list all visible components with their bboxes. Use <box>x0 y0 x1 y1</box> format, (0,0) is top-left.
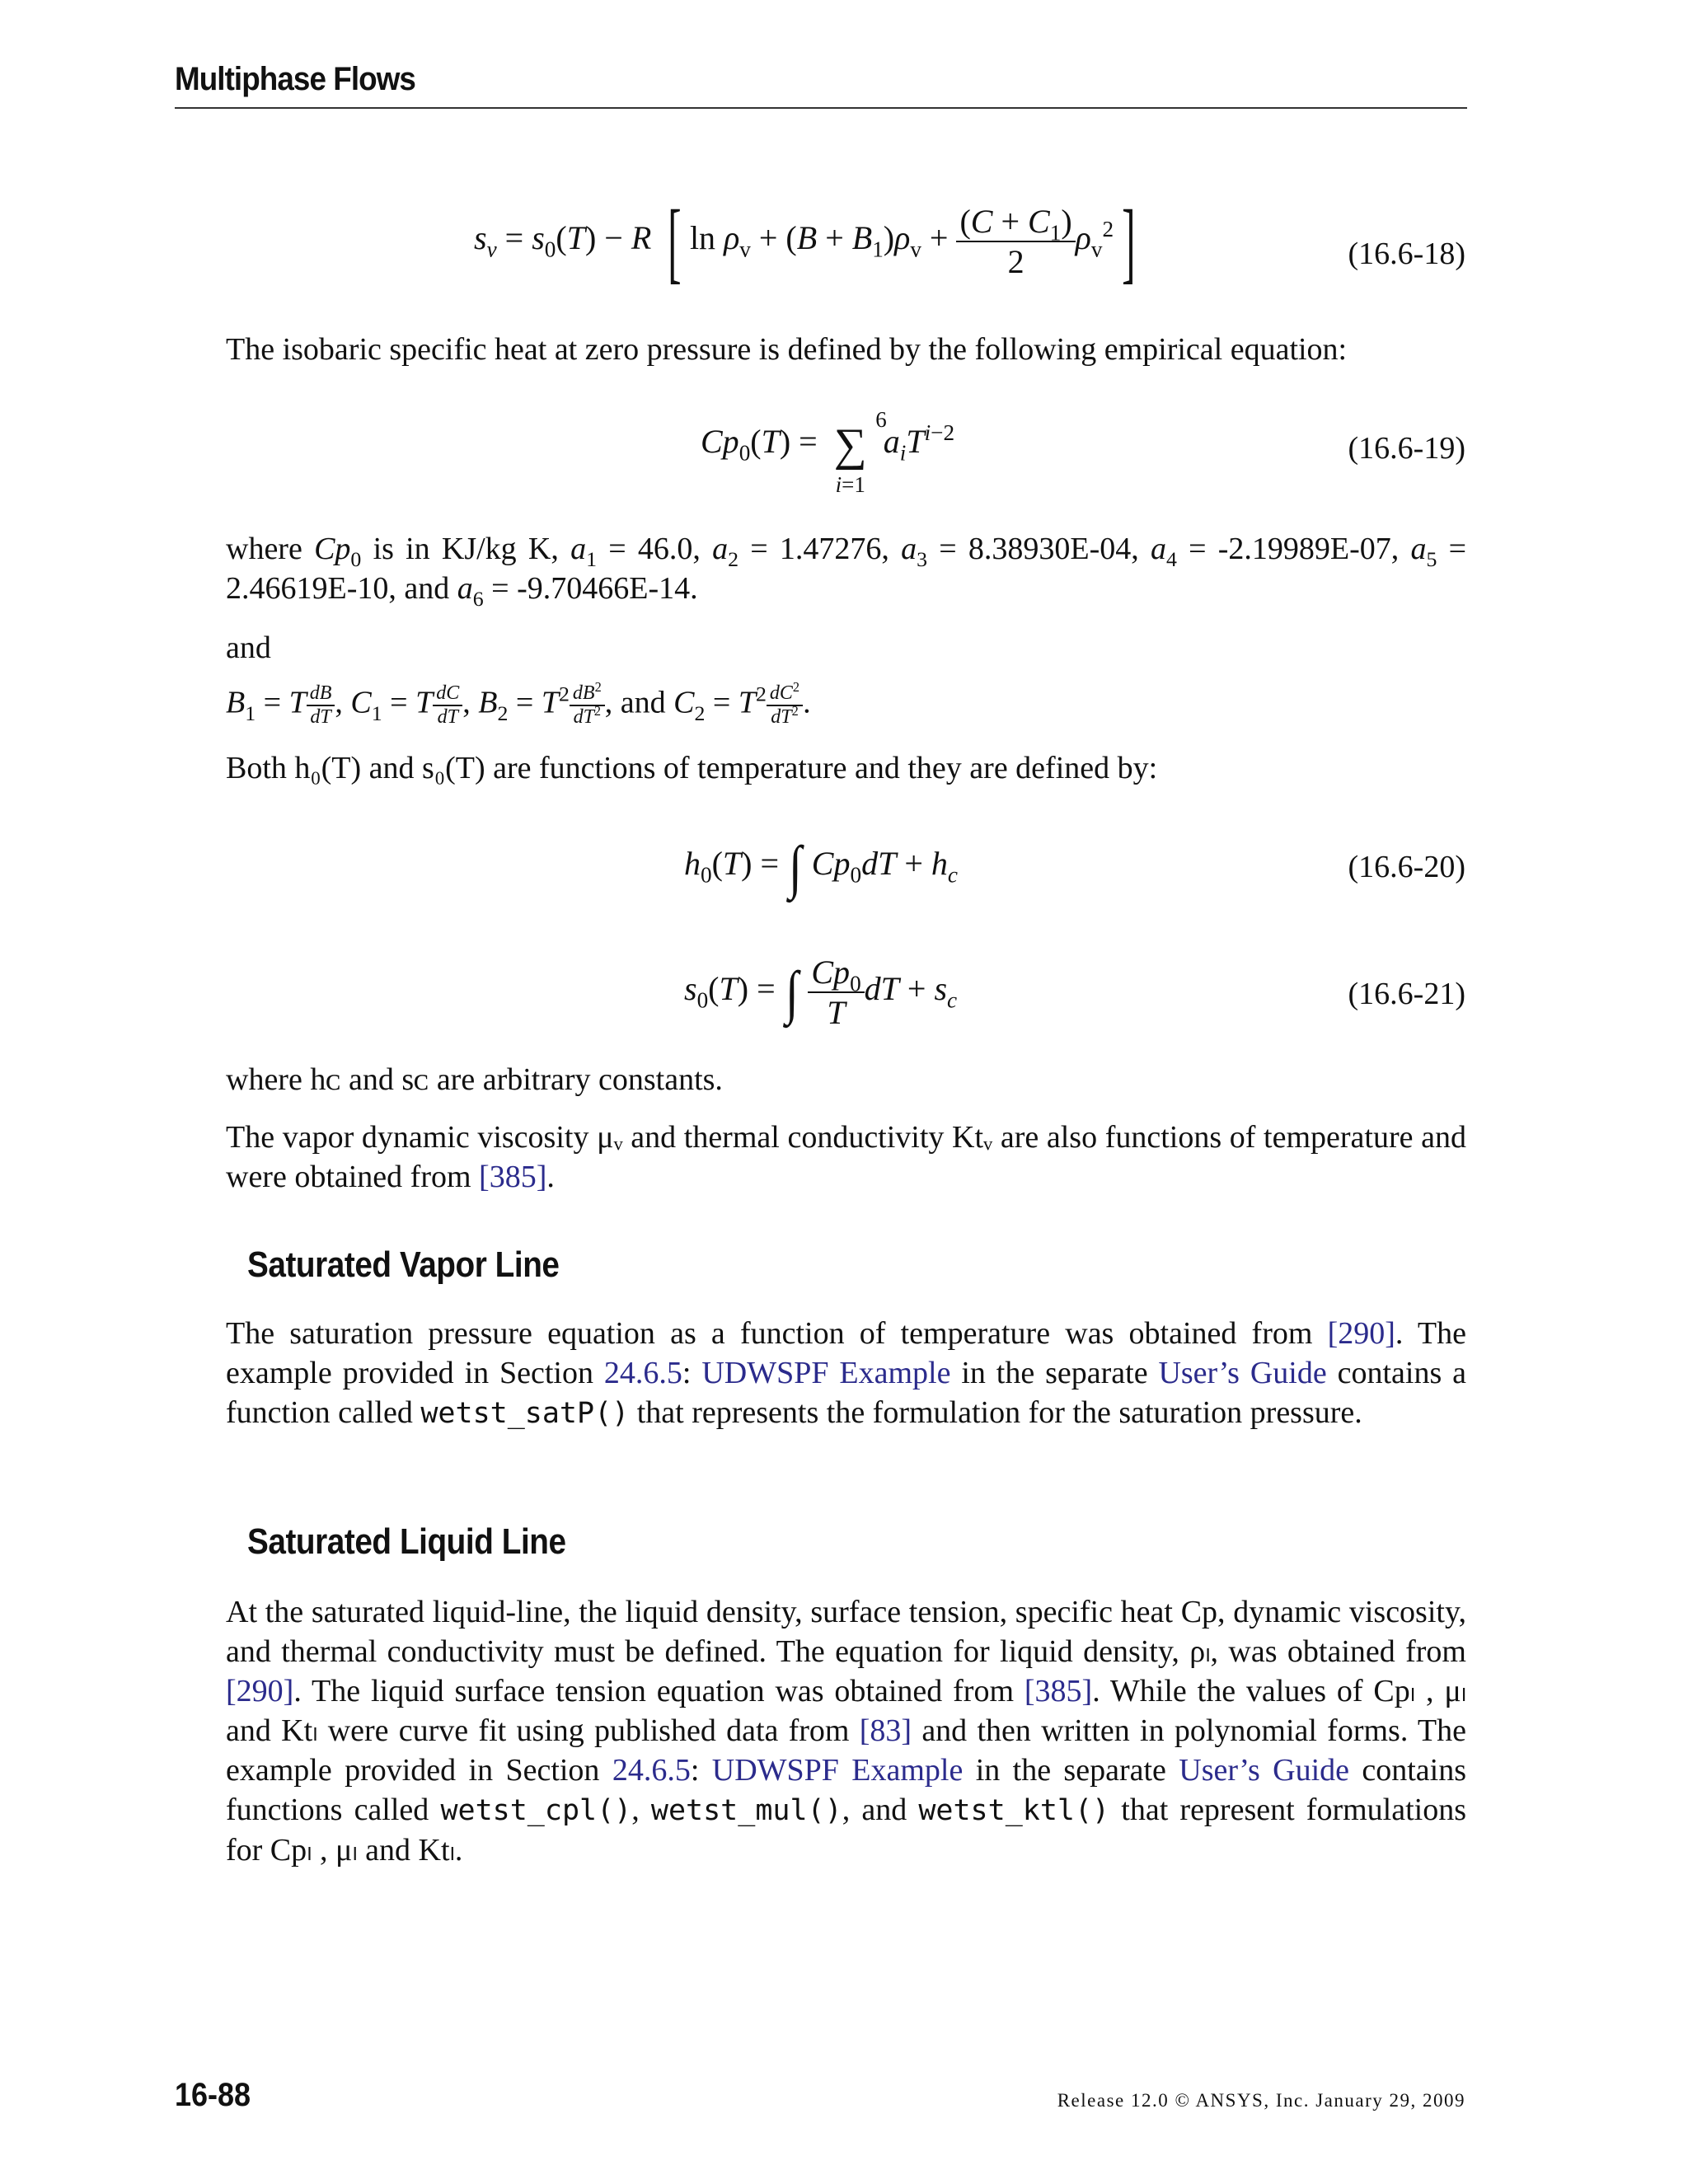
release-info: Release 12.0 © ANSYS, Inc. January 29, 2009 <box>1057 2090 1465 2111</box>
code-function: wetst_ktl() <box>918 1794 1110 1827</box>
guide-link[interactable]: User’s Guide <box>1179 1753 1350 1788</box>
section-link[interactable]: 24.6.5 <box>612 1753 691 1788</box>
citation-link[interactable]: [385] <box>1024 1674 1093 1708</box>
equation-number: (16.6-18) <box>1348 237 1465 271</box>
equation-16-6-18: $s_v = s_0(T) - R$ [ $\ln \rho_v + (B + B_1)\rho_v$ + $\frac{(C + C_1)}{2}$ $\rho_v^2$] <box>474 191 1136 292</box>
section-link[interactable]: 24.6.5 <box>603 1356 682 1390</box>
code-function: wetst_cpl() <box>440 1794 632 1827</box>
page-number: 16-88 <box>175 2077 251 2113</box>
citation-link[interactable]: [385] <box>479 1160 547 1194</box>
equation-number: (16.6-21) <box>1348 977 1465 1011</box>
running-header: Multiphase Flows <box>175 61 415 97</box>
equation-b-c-definitions: $B_1 = T$ $\frac{dB}{dT}$ , $C_1 = T$ $\frac{dC}{dT}$ , $B_2 = T^2$ $\frac{dB^2}{dT^2}$ , and $C_2 = T^2$ $\frac{dC^2}{dT^2}$ . <box>226 679 811 728</box>
example-link[interactable]: UDWSPF Example <box>711 1753 964 1788</box>
equation-16-6-20: $h_0(T)$ = ∫ $Cp_0dT + h_c$ <box>684 834 958 900</box>
equation-16-6-19: $Cp_0(T)$ = ∑ 6 i=1 $a_iT^{i-2}$ <box>701 407 955 497</box>
citation-link[interactable]: [290] <box>226 1674 294 1708</box>
and-word: and <box>226 630 271 665</box>
guide-link[interactable]: User’s Guide <box>1158 1356 1327 1390</box>
equation-number: (16.6-20) <box>1348 850 1465 884</box>
paragraph-liquid: At the saturated liquid-line, the liquid density, surface tension, specific heat Cp, dynamic viscosity, and thermal conductivity must be defined. The equation for liquid density, ρₗ, was obtained from [290]. The liquid surface tension equation was obtained from [385]. While the values of Cpₗ , μₗ and Ktₗ were curve fit using published data from [83] and then written in polynomial forms. The example provided in Section 24.6.5: UDWSPF Example in the separate User’s Guide contains functions called wetst_cpl(), wetst_mul(), and wetst_ktl() that represent formulations for Cpₗ , μₗ and Ktₗ. <box>226 1595 1467 1868</box>
header-rule <box>175 107 1467 109</box>
code-function: wetst_satP() <box>420 1397 630 1430</box>
paragraph-constants: where hᴄ and sᴄ are arbitrary constants. <box>226 1062 723 1097</box>
paragraph-viscosity: The vapor dynamic viscosity μᵥ and thermal conductivity Ktᵥ are also functions of temperature and were obtained from [385]. <box>226 1120 1466 1194</box>
paragraph-isobaric: The isobaric specific heat at zero pressure is defined by the following empirical equation: <box>226 332 1348 367</box>
paragraph-coefficients: where $Cp_0$ is in KJ/kg K, $a_1 = 46.0$, $a_2 = 1.47276$, $a_3 = 8.38930E-04$, $a_4 = -2.19989E-07$, $a_5 = 2.46619E-10$, and $a_6 = -9.70466E-14$. <box>226 532 1467 612</box>
section-heading-vapor: Saturated Vapor Line <box>247 1244 560 1285</box>
example-link[interactable]: UDWSPF Example <box>701 1356 951 1390</box>
section-heading-liquid: Saturated Liquid Line <box>247 1521 566 1562</box>
equation-16-6-21: $s_0(T)$ = ∫ $\frac{Cp_0}{T}$ dT + $s_c$ <box>684 954 958 1031</box>
citation-link[interactable]: [83] <box>859 1713 912 1748</box>
code-function: wetst_mul() <box>650 1794 842 1827</box>
citation-link[interactable]: [290] <box>1327 1316 1395 1351</box>
equation-number: (16.6-19) <box>1348 431 1465 466</box>
paragraph-vapor: The saturation pressure equation as a function of temperature was obtained from [290]. The example provided in Section 24.6.5: UDWSPF Example in the separate User’s Guide contains a function called wetst_satP() that represents the formulation for the saturation pressure. <box>226 1316 1466 1430</box>
paragraph-h0-s0: Both h₀(T) and s₀(T) are functions of temperature and they are defined by: <box>226 751 1158 785</box>
